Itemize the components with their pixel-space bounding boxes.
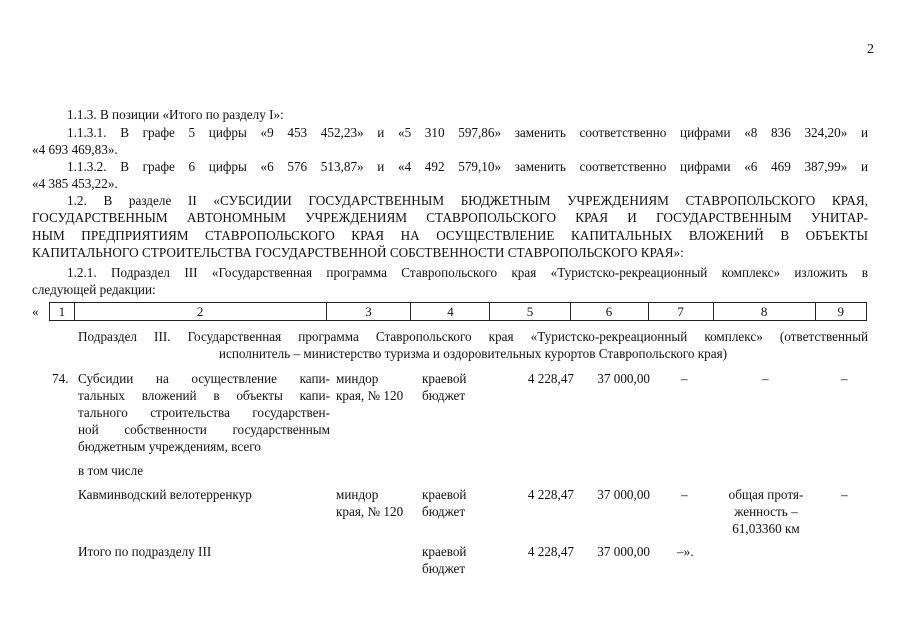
amount-col5: 4 228,47 bbox=[527, 487, 574, 502]
col8-value bbox=[716, 486, 816, 537]
col9-value: – bbox=[841, 487, 848, 502]
page-number: 2 bbox=[867, 42, 874, 57]
column-number: 9 bbox=[815, 303, 866, 321]
funding-source bbox=[422, 486, 467, 520]
funding-source bbox=[422, 543, 467, 577]
funding-source-line: бюджет bbox=[422, 388, 466, 403]
paragraph-1-2-line4: КАПИТАЛЬНОГО СТРОИТЕЛЬСТВА ГОСУДАРСТВЕННОЙ СОБСТВЕННОСТИ СТАВРОПОЛЬСКОГО КРАЯ»: bbox=[32, 245, 684, 260]
col7-value: – bbox=[681, 371, 688, 386]
funding-source-line: бюджет bbox=[422, 504, 466, 519]
paragraph-1-1-3: 1.1.3. В позиции «Итого по разделу I»: bbox=[67, 107, 284, 122]
paragraph-1-2-1-line2: следующей редакции: bbox=[32, 282, 156, 297]
row-name-line: тального строительства государствен- bbox=[78, 405, 330, 420]
executor-line: края, № 120 bbox=[336, 388, 404, 403]
paragraph-1-1-3-1-line2: «4 693 469,83». bbox=[32, 142, 118, 157]
amount-col6: 37 000,00 bbox=[597, 371, 650, 386]
executor-line: миндор bbox=[336, 487, 379, 502]
column-number: 3 bbox=[326, 303, 411, 321]
column-number: 5 bbox=[490, 303, 570, 321]
col7-value: –». bbox=[677, 544, 694, 559]
col7-value: – bbox=[681, 487, 688, 502]
row-name-line: Субсидии на осуществление капи- bbox=[78, 371, 330, 386]
paragraph-1-1-3-1-line1: 1.1.3.1. В графе 5 цифры «9 453 452,23» и «5 310 597,86» заменить соответственно цифрами «8 836 324,20» и bbox=[67, 125, 868, 140]
funding-source-line: краевой bbox=[422, 544, 467, 559]
executor-line: края, № 120 bbox=[336, 504, 404, 519]
column-number: 8 bbox=[713, 303, 815, 321]
paragraph-1-1-3-2-line1: 1.1.3.2. В графе 6 цифры «6 576 513,87» и «4 492 579,10» заменить соответственно цифрами «6 469 387,99» и bbox=[67, 159, 868, 174]
row-name: Итого по подразделу III bbox=[78, 544, 212, 559]
opening-quote: « bbox=[32, 304, 39, 319]
column-number: 2 bbox=[74, 303, 326, 321]
funding-source-line: бюджет bbox=[422, 561, 466, 576]
subsection-heading-line2: исполнитель – министерство туризма и оздоровительных курортов Ставропольского края) bbox=[218, 346, 728, 361]
col8-value: – bbox=[762, 371, 769, 386]
paragraph-1-2-line3: НЫМ ПРЕДПРИЯТИЯМ СТАВРОПОЛЬСКОГО КРАЯ НА ОСУЩЕСТВЛЕНИЕ КАПИТАЛЬНЫХ ВЛОЖЕНИЙ В ОБЪЕКТЫ bbox=[32, 228, 868, 243]
col9-value: – bbox=[841, 371, 848, 386]
row-name: Кавминводский велотерренкур bbox=[78, 487, 252, 502]
row-name-line: бюджетным учреждениям, всего bbox=[78, 439, 261, 454]
funding-source-line: краевой bbox=[422, 371, 467, 386]
paragraph-1-1-3-2-line2: «4 385 453,22». bbox=[32, 176, 118, 191]
col8-line: женность – bbox=[734, 504, 798, 519]
paragraph-1-2-1-line1: 1.2.1. Подраздел III «Государственная программа Ставропольского края «Туристско-рекреационный комплекс» изложить в bbox=[67, 265, 868, 280]
column-number: 1 bbox=[50, 303, 75, 321]
row-name-line: ной собственности государственным bbox=[78, 422, 330, 437]
in-that-number-label: в том числе bbox=[78, 463, 144, 478]
paragraph-1-2-line2: ГОСУДАРСТВЕННЫМ АВТОНОМНЫМ УЧРЕЖДЕНИЯМ СТАВРОПОЛЬСКОГО КРАЯ И ГОСУДАРСТВЕННЫМ УНИТАР- bbox=[32, 210, 868, 225]
funding-source bbox=[422, 370, 467, 404]
col8-line: общая протя- bbox=[728, 487, 804, 502]
amount-col5: 4 228,47 bbox=[527, 371, 574, 386]
executor-line: миндор bbox=[336, 371, 379, 386]
row-number: 74. bbox=[52, 371, 69, 386]
column-number: 4 bbox=[411, 303, 490, 321]
funding-source-line: краевой bbox=[422, 487, 467, 502]
paragraph-1-2-line1: 1.2. В разделе II «СУБСИДИИ ГОСУДАРСТВЕННЫМ БЮДЖЕТНЫМ УЧРЕЖДЕНИЯМ СТАВРОПОЛЬСКОГО КРАЯ, bbox=[67, 193, 868, 208]
amount-col5: 4 228,47 bbox=[527, 544, 574, 559]
row-name bbox=[78, 370, 330, 455]
executor bbox=[336, 370, 403, 404]
amount-col6: 37 000,00 bbox=[597, 487, 650, 502]
column-number: 6 bbox=[570, 303, 648, 321]
executor bbox=[336, 486, 403, 520]
col8-line: 61,03360 км bbox=[732, 521, 800, 536]
amount-col6: 37 000,00 bbox=[597, 544, 650, 559]
subsection-heading-line1: Подраздел III. Государственная программа Ставропольского края «Туристско-рекреационный комплекс» (ответственный bbox=[78, 329, 868, 344]
column-number-header bbox=[49, 302, 867, 321]
column-number: 7 bbox=[648, 303, 713, 321]
row-name-line: тальных вложений в объекты капи- bbox=[78, 388, 330, 403]
